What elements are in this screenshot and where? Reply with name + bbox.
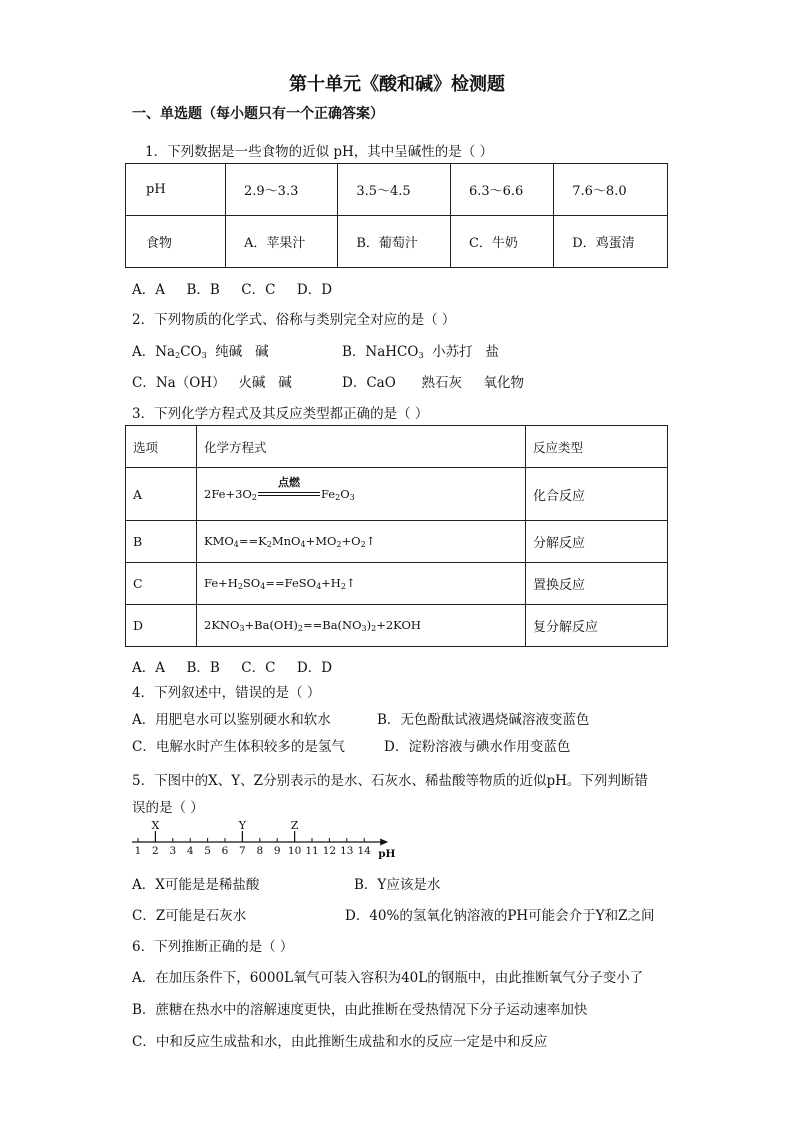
- text: ): [366, 618, 372, 632]
- table-row: [126, 164, 668, 216]
- q6-stem: 6．下列推断正确的是（ ）: [132, 939, 294, 955]
- subscript: 4: [260, 582, 266, 591]
- equation-c: [197, 563, 526, 605]
- text: ==FeSO: [265, 576, 317, 590]
- text: ==Ba(NO: [302, 618, 362, 632]
- ph-tick-label: 7: [239, 845, 246, 857]
- text: +O: [341, 534, 361, 548]
- ph-axis-label: pH: [378, 848, 396, 860]
- text: Fe+H: [204, 576, 238, 590]
- q4-option-a: A．用肥皂水可以鉴别硬水和软水: [132, 712, 331, 728]
- table-header: 化学方程式: [197, 426, 526, 468]
- table-cell: C．牛奶: [450, 216, 553, 268]
- table-cell: 6.3～6.6: [450, 164, 553, 216]
- q3-stem: 3．下列化学方程式及其反应类型都正确的是（ ）: [132, 406, 429, 422]
- text: +MO: [305, 534, 337, 548]
- table-cell: A: [126, 468, 197, 521]
- table-row: [126, 521, 668, 563]
- reaction-condition-arrow: [258, 476, 320, 500]
- page-title: 第十单元《酸和碱》检测题: [289, 74, 505, 95]
- subscript: 2: [297, 624, 303, 633]
- text: 2KNO: [204, 618, 240, 632]
- q5-stem-continued: 误的是（ ）: [132, 800, 204, 816]
- table-cell: D: [126, 605, 197, 647]
- ph-marker-label: Z: [290, 819, 299, 832]
- ph-tick-label: 5: [204, 845, 211, 857]
- table-cell: D．鸡蛋清: [554, 216, 668, 268]
- text: CO: [180, 344, 202, 360]
- subscript: 2: [371, 624, 377, 633]
- q2-option-c: C．Na（OH） 火碱 碱: [132, 375, 292, 391]
- text: ↑: [365, 534, 376, 548]
- text: 纯碱 碱: [206, 344, 269, 360]
- table-cell: 食物: [126, 216, 226, 268]
- table-row: [126, 605, 668, 647]
- text: O: [340, 487, 350, 501]
- text: KMO: [204, 534, 234, 548]
- ph-tick-label: 10: [287, 845, 302, 857]
- text: 2Fe+3O: [204, 487, 252, 501]
- ph-tick-label: 4: [186, 845, 194, 857]
- q2-stem: 2．下列物质的化学式、俗称与类别完全对应的是（ ）: [132, 312, 456, 328]
- subscript: 3: [418, 351, 424, 360]
- q5-option-c: C．Z可能是石灰水: [132, 908, 247, 924]
- ph-axis-arrowhead: [380, 839, 388, 846]
- table-cell: 3.5～4.5: [338, 164, 451, 216]
- table-cell: 2.9～3.3: [226, 164, 338, 216]
- ph-tick-label: 1: [134, 845, 142, 857]
- table-header: 反应类型: [526, 426, 668, 468]
- q6-option-a: A．在加压条件下，6000L氧气可装入容积为40L的钢瓶中，由此推断氧气分子变小了: [132, 970, 644, 986]
- table-cell: B．葡萄汁: [338, 216, 451, 268]
- q6-option-c: C．中和反应生成盐和水，由此推断生成盐和水的反应一定是中和反应: [132, 1034, 548, 1050]
- text: +2KOH: [376, 618, 421, 632]
- ph-scale-diagram: [128, 818, 408, 862]
- text: SO: [242, 576, 261, 590]
- subscript: 4: [233, 540, 239, 549]
- subscript: 3: [239, 624, 245, 633]
- ph-tick-label: 6: [221, 845, 229, 857]
- table-cell: 分解反应: [526, 521, 668, 563]
- table-cell: C: [126, 563, 197, 605]
- table-cell: 复分解反应: [526, 605, 668, 647]
- q1-options: A．A B．B C．C D．D: [132, 282, 333, 298]
- subscript: 2: [340, 582, 346, 591]
- subscript: 2: [360, 540, 366, 549]
- q1-ph-table: [125, 163, 668, 268]
- subscript: 3: [201, 351, 207, 360]
- q1-stem: 1．下列数据是一些食物的近似 pH，其中呈碱性的是（ ）: [145, 144, 494, 160]
- section-heading: 一、单选题（每小题只有一个正确答案）: [132, 106, 384, 122]
- ph-tick-label: 8: [256, 845, 264, 857]
- q5-option-b: B．Y应该是水: [354, 877, 441, 893]
- ph-tick-label: 14: [357, 845, 371, 857]
- ph-tick-label: 13: [340, 845, 354, 857]
- table-header: 选项: [126, 426, 197, 468]
- ph-tick-label: 2: [152, 845, 159, 857]
- q2-option-d: D．CaO 熟石灰 氧化物: [342, 375, 524, 391]
- table-row: [126, 426, 668, 468]
- text: 小苏打 盐: [423, 344, 500, 360]
- table-cell: 化合反应: [526, 468, 668, 521]
- text: ==K: [238, 534, 267, 548]
- table-cell: 置换反应: [526, 563, 668, 605]
- q2-option-b: [342, 340, 499, 360]
- subscript: 2: [266, 540, 272, 549]
- table-row: [126, 468, 668, 521]
- q3-options: A．A B．B C．C D．D: [132, 660, 333, 676]
- reaction-condition: 点燃: [277, 476, 300, 489]
- text: Fe: [320, 487, 336, 501]
- text: ↑: [345, 576, 356, 590]
- equation-a: [197, 468, 526, 521]
- table-cell: pH: [126, 164, 226, 216]
- subscript: 2: [237, 582, 243, 591]
- ph-scale: [132, 819, 396, 860]
- q3-equation-table: [125, 425, 668, 647]
- ph-tick-label: 3: [169, 845, 177, 857]
- subscript: 3: [349, 493, 355, 502]
- q5-option-d: D．40%的氢氧化钠溶液的PH可能会介于Y和Z之间: [345, 908, 655, 924]
- table-cell: A．苹果汁: [226, 216, 338, 268]
- subscript: 2: [251, 493, 257, 502]
- ph-tick-label: 12: [322, 845, 337, 857]
- subscript: 2: [175, 351, 181, 360]
- text: B．NaHCO: [342, 344, 419, 360]
- q2-option-a: [132, 340, 269, 360]
- table-cell: B: [126, 521, 197, 563]
- q4-stem: 4．下列叙述中，错误的是（ ）: [132, 685, 321, 701]
- ph-tick-label: 9: [273, 845, 281, 857]
- subscript: 3: [361, 624, 367, 633]
- equation-b: [197, 521, 526, 563]
- table-row: [126, 216, 668, 268]
- text: A．Na: [132, 344, 176, 360]
- ph-marker-label: Y: [238, 819, 247, 832]
- subscript: 2: [336, 540, 342, 549]
- q4-option-d: D．淀粉溶液与碘水作用变蓝色: [384, 739, 571, 755]
- ph-marker-label: X: [151, 819, 160, 832]
- q5-option-a: A．X可能是是稀盐酸: [132, 877, 260, 893]
- q6-option-b: B．蔗糖在热水中的溶解速度更快，由此推断在受热情况下分子运动速率加快: [132, 1002, 588, 1018]
- q5-stem: 5．下图中的X、Y、Z分别表示的是水、石灰水、稀盐酸等物质的近似pH。下列判断错: [132, 773, 648, 789]
- text: +H: [321, 576, 341, 590]
- q4-option-b: B．无色酚酞试液遇烧碱溶液变蓝色: [377, 712, 590, 728]
- text: MnO: [271, 534, 301, 548]
- subscript: 4: [316, 582, 322, 591]
- table-cell: 7.6～8.0: [554, 164, 668, 216]
- q4-option-c: C．电解水时产生体积较多的是氢气: [132, 739, 345, 755]
- equation-d: [197, 605, 526, 647]
- subscript: 4: [300, 540, 306, 549]
- table-row: [126, 563, 668, 605]
- ph-tick-label: 11: [305, 845, 319, 857]
- subscript: 2: [335, 493, 341, 502]
- text: +Ba(OH): [244, 618, 298, 632]
